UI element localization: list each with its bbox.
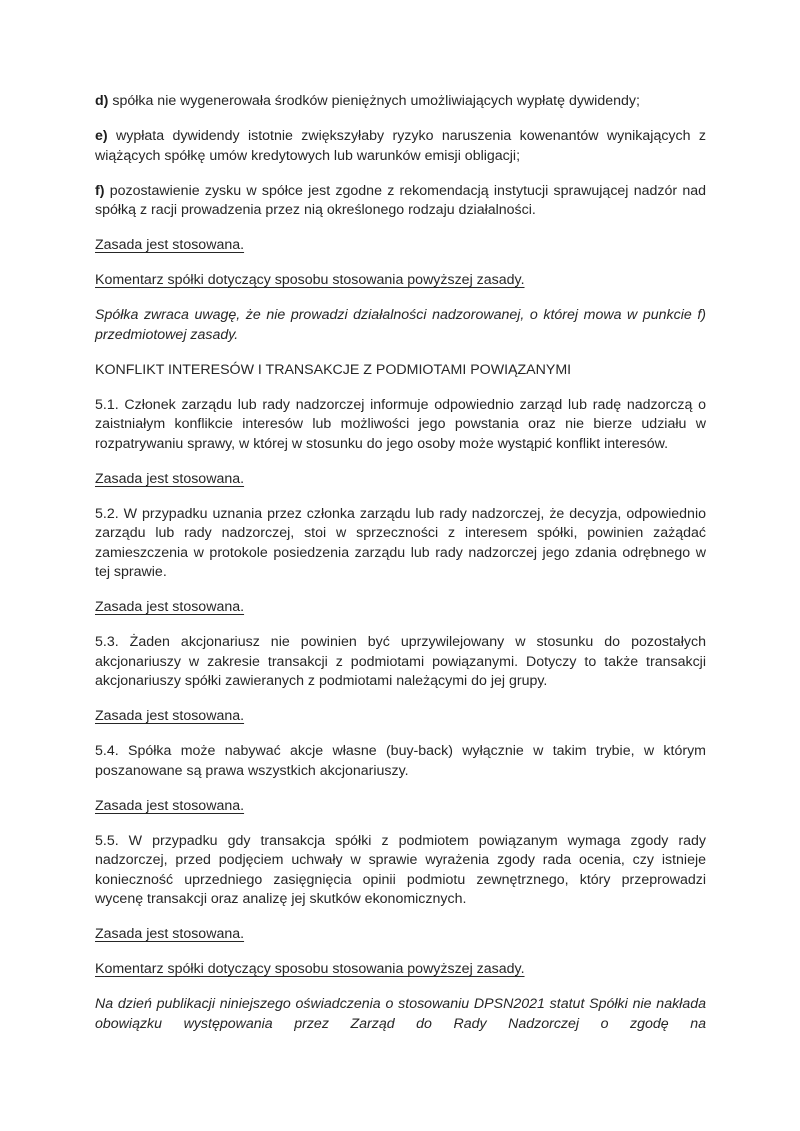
section-heading: KONFLIKT INTERESÓW I TRANSAKCJE Z PODMIOTAMI POWIĄZANYMI: [95, 361, 572, 378]
principle-5-2-status: Zasada jest stosowana.: [95, 599, 245, 615]
item-e-text: wypłata dywidendy istotnie zwiększyłaby ryzyko naruszenia kowenantów wynikających z wiążących spółkę umów kredytowych lub warunków emisji obligacji;: [95, 128, 706, 164]
principle-5-4-text: 5.4. Spółka może nabywać akcje własne (buy-back) wyłącznie w takim trybie, w którym poszanowane są prawa wszystkich akcjonariuszy.: [95, 743, 706, 779]
comment-heading-1: Komentarz spółki dotyczący sposobu stosowania powyższej zasady.: [95, 272, 525, 288]
comment-text-1: Spółka zwraca uwagę, że nie prowadzi działalności nadzorowanej, o której mowa w punkcie f) przedmiotowej zasady.: [95, 307, 706, 343]
principle-5-4-status: Zasada jest stosowana.: [95, 797, 245, 814]
principle-5-3-text: 5.3. Żaden akcjonariusz nie powinien być uprzywilejowany w stosunku do pozostałych akcjonariuszy w zakresie transakcji z podmiotami powiązanymi. Dotyczy to także transakcji akcjonariuszy spółki zawieranych z podmiotami należącymi do jej grupy.: [95, 634, 706, 689]
item-f: [95, 182, 706, 221]
document-page: [95, 92, 706, 1050]
item-f-text: pozostawienie zysku w spółce jest zgodne z rekomendacją instytucji sprawującej nadzór nad spółką z racji prowadzenia przez nią określonego rodzaju działalności.: [95, 182, 706, 218]
status-principle-4-9: Zasada jest stosowana.: [95, 237, 245, 253]
comment-heading-2: Komentarz spółki dotyczący sposobu stosowania powyższej zasady.: [95, 961, 525, 977]
item-d: [95, 92, 706, 112]
comment-text-2: Na dzień publikacji niniejszego oświadczenia o stosowaniu DPSN2021 statut Spółki nie nakłada obowiązku występowania przez Zarząd do Rady Nadzorczej o zgodę na: [95, 996, 706, 1032]
principle-5-1-text: 5.1. Członek zarządu lub rady nadzorczej informuje odpowiednio zarząd lub radę nadzorczą o zaistniałym konflikcie interesów lub możliwości jego powstania oraz nie bierze udziału w rozpatrywaniu sprawy, w której w stosunku do jego osoby może wystąpić konflikt interesów.: [95, 396, 706, 452]
principle-5-3-status: Zasada jest stosowana.: [95, 708, 245, 724]
item-f-label: f): [95, 182, 105, 199]
principle-5-1-status: Zasada jest stosowana.: [95, 470, 245, 487]
principle-5-2-text: 5.2. W przypadku uznania przez członka zarządu lub rady nadzorczej, że decyzja, odpowiednio zarządu lub rady nadzorczej, stoi w sprzeczności z interesem spółki, powinien zażądać zamieszczenia w protokole posiedzenia zarządu lub rady nadzorczej jego zdania odrębnego w tej sprawie.: [95, 505, 706, 580]
item-d-text: spółka nie wygenerowała środków pieniężnych umożliwiających wypłatę dywidendy;: [108, 93, 640, 109]
principle-5-5-text: 5.5. W przypadku gdy transakcja spółki z podmiotem powiązanym wymaga zgody rady nadzorczej, przed podjęciem uchwały w sprawie wyrażenia zgody rada ocenia, czy istnieje konieczność uprzedniego zasięgnięcia opinii podmiotu zewnętrznego, który przeprowadzi wycenę transakcji oraz analizę jej skutków ekonomicznych.: [95, 832, 706, 907]
item-d-label: d): [95, 93, 109, 109]
principle-5-5-status: Zasada jest stosowana.: [95, 926, 245, 942]
item-e-label: e): [95, 128, 108, 144]
item-e: [95, 127, 706, 166]
